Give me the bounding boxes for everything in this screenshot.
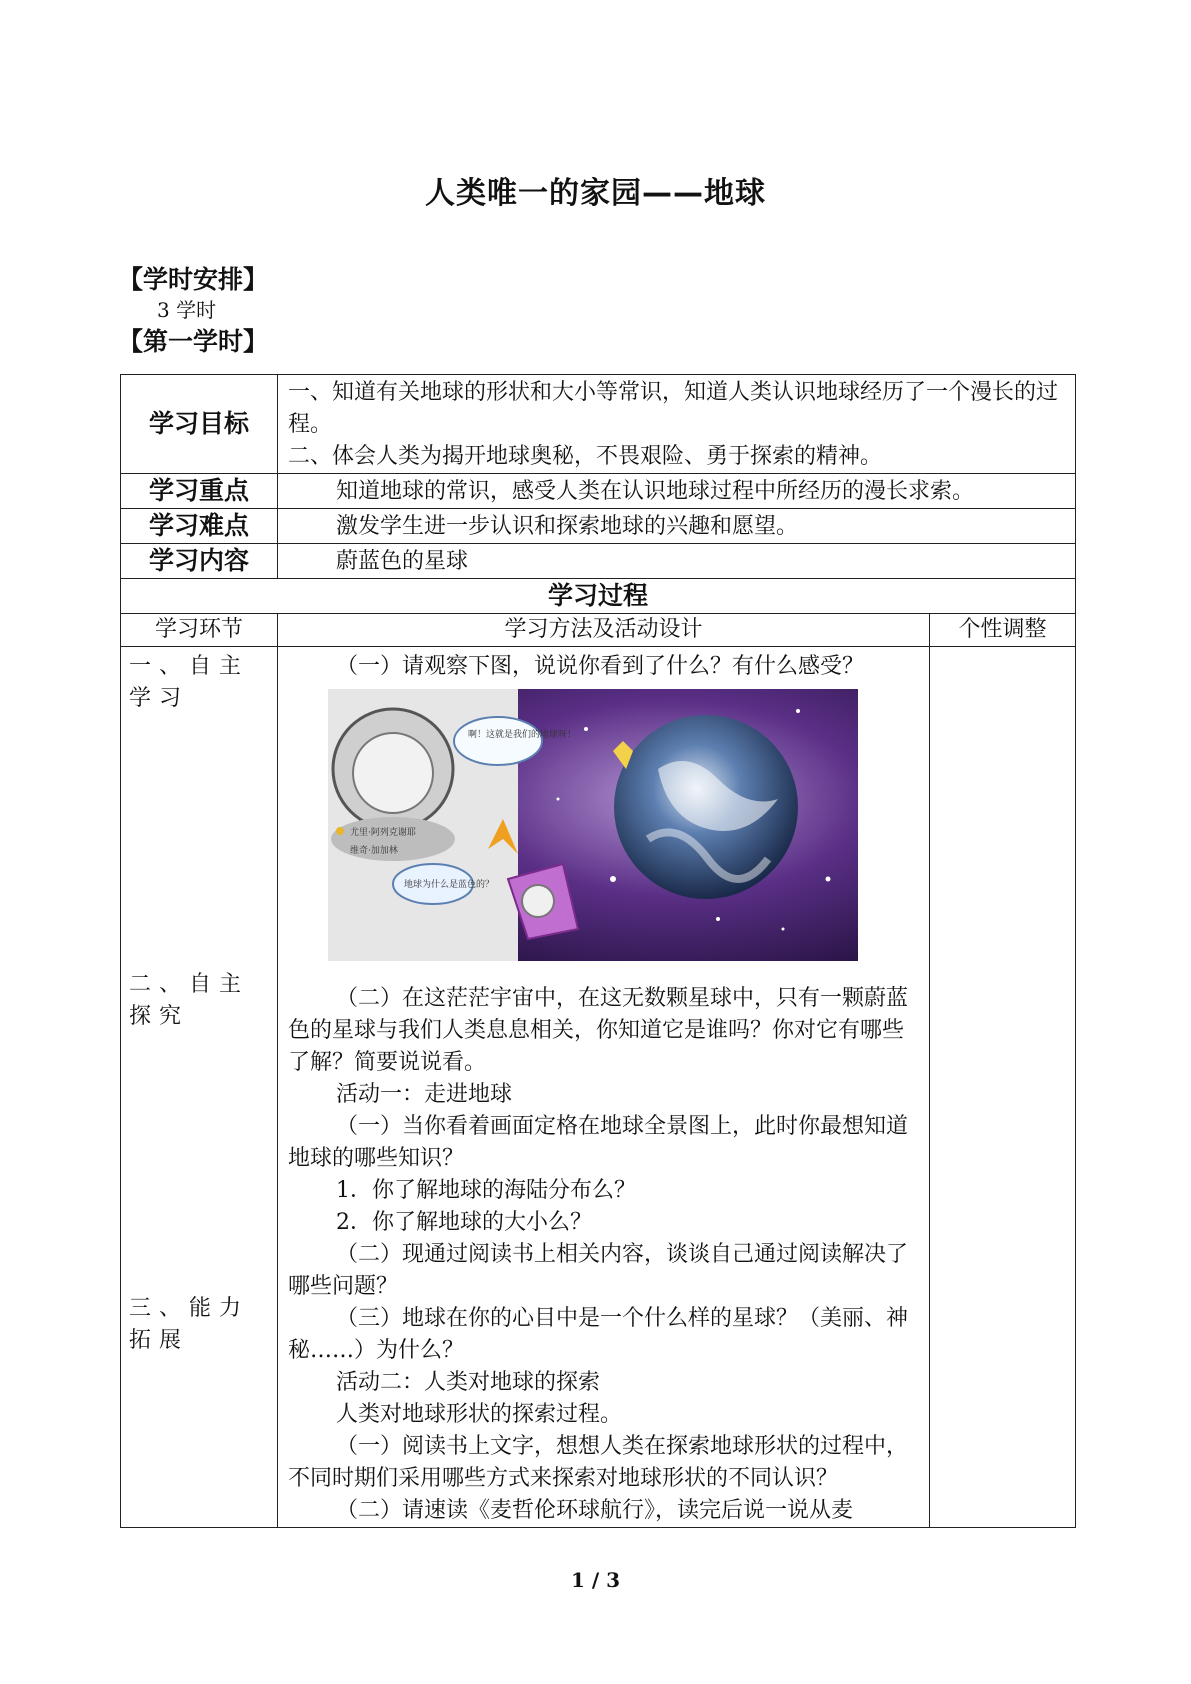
process-column-headers bbox=[121, 614, 1076, 647]
process-heading: 学习过程 bbox=[121, 579, 1076, 614]
para-question-4: （一）阅读书上文字，想想人类在探索地球形状的过程中，不同时期们采用哪些方式来探索对地球形状的不同认识？ bbox=[288, 1434, 909, 1491]
process-body-row bbox=[121, 647, 1076, 1528]
para-sub-1: 1．你了解地球的海陆分布么？ bbox=[336, 1178, 636, 1203]
space-illustration bbox=[328, 689, 858, 961]
difficulty-content: 激发学生进一步认识和探索地球的兴趣和愿望。 bbox=[278, 509, 1076, 544]
adjust-cell bbox=[930, 647, 1076, 1528]
difficulty-row bbox=[121, 509, 1076, 544]
para-observe: （一）请观察下图，说说你看到了什么？有什么感受？ bbox=[336, 654, 865, 679]
page-title: 人类唯一的家园——地球 bbox=[425, 176, 766, 211]
key-content: 知道地球的常识，感受人类在认识地球过程中所经历的漫长求索。 bbox=[278, 474, 1076, 509]
key-label: 学习重点 bbox=[121, 474, 278, 509]
first-period-heading: 【第一学时】 bbox=[118, 327, 269, 356]
para-activity-2: 活动二：人类对地球的探索 bbox=[336, 1370, 601, 1395]
para-blue-planet: （二）在这茫茫宇宙中，在这无数颗星球中，只有一颗蔚蓝色的星球与我们人类息息相关，你知道它是谁吗？你对它有哪些了解？简要说说看。 bbox=[288, 986, 909, 1075]
page-number: 1 / 3 bbox=[570, 1568, 621, 1592]
goal-line-1: 一、知道有关地球的形状和大小等常识，知道人类认识地球经历了一个漫长的过程。 bbox=[288, 380, 1059, 437]
goal-label: 学习目标 bbox=[121, 375, 278, 474]
schedule-value: 3 学时 bbox=[157, 298, 217, 322]
step-2: 二、自主探究 bbox=[129, 972, 250, 1029]
para-question-1: （一）当你看着画面定格在地球全景图上，此时你最想知道地球的哪些知识？ bbox=[288, 1114, 909, 1171]
para-question-5: （二）请速读《麦哲伦环球航行》，读完后说一说从麦 bbox=[336, 1498, 854, 1523]
methods-cell bbox=[278, 647, 930, 1528]
difficulty-label: 学习难点 bbox=[121, 509, 278, 544]
col-method-header: 学习方法及活动设计 bbox=[278, 614, 930, 647]
steps-cell bbox=[121, 647, 278, 1528]
para-activity-1: 活动一：走进地球 bbox=[336, 1082, 513, 1107]
goal-line-2: 二、体会人类为揭开地球奥秘，不畏艰险、勇于探索的精神。 bbox=[288, 444, 883, 469]
bubble-text-1: 啊！这就是我们的地球呀！ bbox=[468, 730, 577, 740]
content-label: 学习内容 bbox=[121, 544, 278, 579]
para-question-3: （三）地球在你的心目中是一个什么样的星球？（美丽、神秘……）为什么？ bbox=[288, 1306, 909, 1363]
col-step-header: 学习环节 bbox=[121, 614, 278, 647]
lesson-table bbox=[120, 374, 1076, 1528]
caption-line-2: 维奇·加加林 bbox=[350, 846, 398, 856]
goal-row bbox=[121, 375, 1076, 474]
col-adjust-header: 个性调整 bbox=[930, 614, 1076, 647]
caption-line-1: 尤里·阿列克谢耶 bbox=[350, 828, 416, 838]
para-question-2: （二）现通过阅读书上相关内容，谈谈自己通过阅读解决了哪些问题？ bbox=[288, 1242, 909, 1299]
bubble-text-2: 地球为什么是蓝色的？ bbox=[404, 880, 495, 890]
para-sub-2: 2．你了解地球的大小么？ bbox=[336, 1210, 592, 1235]
step-1: 一、自主学习 bbox=[129, 654, 250, 711]
content-row bbox=[121, 544, 1076, 579]
schedule-heading: 【学时安排】 bbox=[118, 265, 269, 294]
goal-content bbox=[278, 375, 1076, 474]
key-row bbox=[121, 474, 1076, 509]
step-3: 三、能力拓展 bbox=[129, 1296, 250, 1353]
content-text: 蔚蓝色的星球 bbox=[278, 544, 1076, 579]
astronaut-earth-image bbox=[328, 689, 858, 961]
para-shape-explore: 人类对地球形状的探索过程。 bbox=[336, 1402, 623, 1427]
process-heading-row bbox=[121, 579, 1076, 614]
